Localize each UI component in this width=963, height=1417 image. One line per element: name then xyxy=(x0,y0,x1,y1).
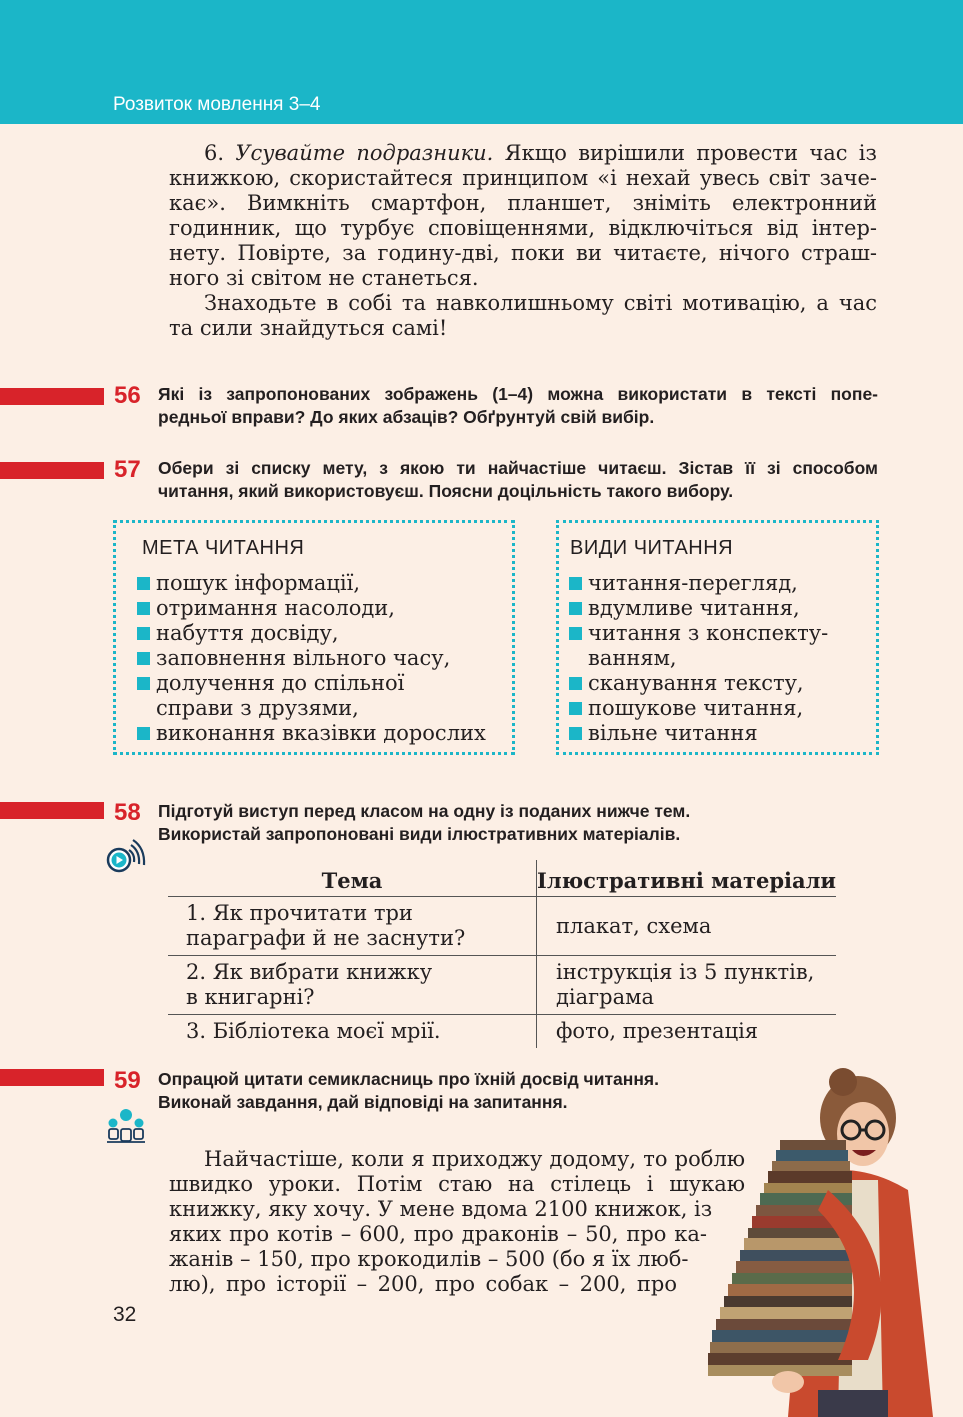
bullet-icon xyxy=(569,602,582,615)
page-header xyxy=(0,0,963,124)
page-number: 32 xyxy=(113,1303,137,1326)
list-item-text: вільне читання xyxy=(588,721,758,745)
cell-line: інструкція із 5 пунктів, xyxy=(556,960,815,984)
bullet-icon xyxy=(569,577,582,590)
intro-line: та сили знайдуться самі! xyxy=(169,316,448,340)
task-58-number: 58 xyxy=(114,799,141,826)
intro-paragraph-1 xyxy=(169,141,877,341)
intro-line: нету. Повірте, за годину-дві, поки ви читаєте, нічого страш- xyxy=(169,241,877,265)
list-item-text: отримання насолоди, xyxy=(156,596,395,620)
girl-with-books-photo xyxy=(668,1060,963,1417)
list-item-text: читання з конспекту- xyxy=(588,621,829,645)
task-59-bar xyxy=(0,1069,104,1086)
quote-line: жанів – 150, про крокодилів – 500 (бо я їх люб- xyxy=(169,1247,689,1271)
quote-line: лю), про історії – 200, про собак – 200, про xyxy=(169,1272,677,1296)
list-item-text: пошукове читання, xyxy=(588,696,804,720)
section-title: Розвиток мовлення 3–4 xyxy=(113,94,321,115)
list-item-text: виконання вказівки дорослих xyxy=(156,721,486,745)
table-row xyxy=(168,1015,836,1049)
task-59-line: Виконай завдання, дай відповіді на запитання. xyxy=(158,1092,568,1112)
bullet-icon xyxy=(137,577,150,590)
quote-paragraph xyxy=(169,1147,745,1297)
table-cell-materials xyxy=(537,897,837,956)
book-stack xyxy=(708,1140,852,1376)
list-item xyxy=(137,621,486,646)
bullet-icon xyxy=(569,727,582,740)
table-header-topic: Тема xyxy=(168,860,537,897)
quote-line: Найчастіше, коли я приходжу додому, то роблю xyxy=(204,1147,745,1171)
list-item-text: пошук інформації, xyxy=(156,571,361,595)
task-59-line: Опрацюй цитати семикласниць про їхній досвід читання. xyxy=(158,1069,659,1089)
bullet-icon xyxy=(137,677,150,690)
table-cell-materials xyxy=(537,956,837,1015)
table-cell-topic xyxy=(168,956,537,1015)
list-item xyxy=(137,671,486,696)
cell-line: в книгарні? xyxy=(186,985,315,1009)
reading-goals-list xyxy=(137,571,486,746)
intro-line: годинник, що турбує сповіщеннями, відключіться від інтер- xyxy=(169,216,877,240)
list-item-text: ванням, xyxy=(588,646,677,670)
list-item xyxy=(569,696,828,721)
p1-number: 6. xyxy=(204,141,225,165)
quote-line: швидко уроки. Потім стаю на стілець і шукаю xyxy=(169,1172,745,1196)
task-57-line: Обери зі списку мету, з якою ти найчастіше читаєш. Зістав її зі способом xyxy=(158,458,878,478)
audio-play-icon[interactable] xyxy=(105,836,147,876)
cell-line: діаграма xyxy=(556,985,654,1009)
intro-line: ного зі світом не станеться. xyxy=(169,266,479,290)
cell-line: фото, презентація xyxy=(556,1019,759,1043)
intro-line: кає». Вимкніть смартфон, планшет, зніміть електронний xyxy=(169,191,877,215)
table-header-row xyxy=(168,860,836,897)
task-56-number: 56 xyxy=(114,382,141,409)
task-57-number: 57 xyxy=(114,456,141,483)
list-item xyxy=(137,571,486,596)
table-row xyxy=(168,897,836,956)
table-header-materials: Ілюстративні матеріали xyxy=(537,860,837,897)
table-cell-topic xyxy=(168,897,537,956)
bullet-icon xyxy=(137,602,150,615)
task-56-bar xyxy=(0,388,104,405)
topics-table xyxy=(168,860,836,1048)
list-item xyxy=(569,571,828,596)
reading-types-title: ВИДИ ЧИТАННЯ xyxy=(570,537,734,559)
list-item-text: заповнення вільного часу, xyxy=(156,646,451,670)
cell-line: параграфи й не заснути? xyxy=(186,926,466,950)
quote-line: яких про котів – 600, про драконів – 50, про ка- xyxy=(169,1222,707,1246)
reading-goals-title: МЕТА ЧИТАННЯ xyxy=(142,537,305,559)
bullet-icon xyxy=(569,677,582,690)
task-57-text xyxy=(158,457,878,503)
task-58-bar xyxy=(0,802,104,819)
task-57-line: читання, який використовуєш. Поясни доцільність такого вибору. xyxy=(158,481,734,501)
list-item-text: долучення до спільної xyxy=(156,671,405,695)
list-item xyxy=(569,671,828,696)
list-item-text: справи з друзями, xyxy=(156,696,359,720)
cell-line: 2. Як вибрати книжку xyxy=(186,960,433,984)
bullet-icon xyxy=(569,702,582,715)
bullet-icon xyxy=(137,652,150,665)
reading-types-list xyxy=(569,571,828,746)
task-58-text xyxy=(158,800,878,846)
list-item-continuation xyxy=(137,696,486,721)
group-work-icon xyxy=(105,1107,147,1145)
table-cell-topic xyxy=(168,1015,537,1049)
bullet-icon xyxy=(137,727,150,740)
task-57-bar xyxy=(0,462,104,479)
task-56-text xyxy=(158,383,878,429)
cell-line: 1. Як прочитати три xyxy=(186,901,413,925)
intro-line-text: Якщо вирішили провести час із xyxy=(493,141,877,165)
list-item xyxy=(137,646,486,671)
list-item xyxy=(569,596,828,621)
intro-line xyxy=(169,141,877,166)
cell-line: плакат, схема xyxy=(556,913,712,938)
list-item xyxy=(569,621,828,646)
list-item-continuation xyxy=(569,646,828,671)
task-59-number: 59 xyxy=(114,1067,141,1094)
p1-italic: Усувайте подразники. xyxy=(235,141,494,165)
list-item-text: вдумливе читання, xyxy=(588,596,800,620)
bullet-icon xyxy=(137,627,150,640)
list-item xyxy=(569,721,828,746)
task-56-line: Які із запропонованих зображень (1–4) можна використати в тексті попе- xyxy=(158,384,878,404)
intro-line: Знаходьте в собі та навколишньому світі мотивацію, а час xyxy=(204,291,877,315)
table-row xyxy=(168,956,836,1015)
quote-line: книжку, яку хочу. У мене вдома 2100 книжок, із xyxy=(169,1197,713,1221)
list-item xyxy=(137,596,486,621)
list-item-text: сканування тексту, xyxy=(588,671,804,695)
intro-line: книжкою, скористайтеся принципом «і нехай увесь світ заче- xyxy=(169,166,877,190)
list-item xyxy=(137,721,486,746)
list-item-text: читання-перегляд, xyxy=(588,571,798,595)
cell-line: 3. Бібліотека моєї мрії. xyxy=(186,1019,441,1043)
task-58-line: Використай запропоновані види ілюстративних матеріалів. xyxy=(158,824,681,844)
list-item-text: набуття досвіду, xyxy=(156,621,339,645)
task-56-line: редньої вправи? До яких абзаців? Обґрунтуй свій вибір. xyxy=(158,407,655,427)
table-cell-materials xyxy=(537,1015,837,1049)
task-58-line: Підготуй виступ перед класом на одну із поданих нижче тем. xyxy=(158,801,691,821)
bullet-icon xyxy=(569,627,582,640)
